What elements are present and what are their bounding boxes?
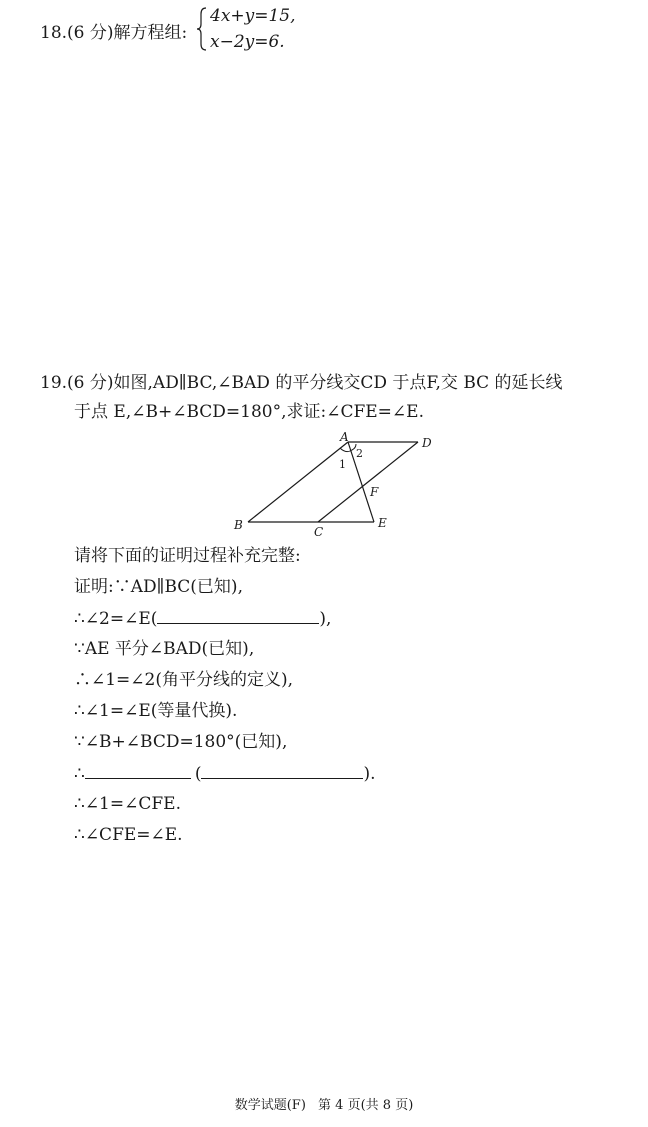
footer-page-number: 第 4 页(共 8 页) — [318, 1098, 414, 1113]
label-F: F — [370, 485, 379, 499]
proof-line-3: ∵AE 平分∠BAD(已知), — [74, 639, 255, 659]
equation-2: x−2y=6. — [210, 32, 285, 52]
label-C: C — [314, 525, 324, 539]
proof-line-9: ∴∠CFE=∠E. — [74, 825, 183, 845]
proof-line-2-start: ∴∠2=∠E( — [74, 609, 158, 629]
angle-arc — [340, 444, 356, 452]
equation-1: 4x+y=15, — [210, 6, 296, 26]
proof-line-2 — [74, 607, 331, 630]
proof-line-2-end: ), — [319, 609, 332, 629]
proof-instruction: 请将下面的证明过程补充完整: — [74, 546, 301, 566]
question-18-stem: 18.(6 分)解方程组: — [40, 23, 188, 43]
proof-line-6: ∵∠B+∠BCD=180°(已知), — [74, 732, 288, 752]
question-19-stem-line-2: 于点 E,∠B+∠BCD=180°,求证:∠CFE=∠E. — [74, 402, 424, 422]
angle-label-2: 2 — [356, 447, 363, 460]
label-B: B — [234, 518, 243, 532]
page-footer — [0, 1094, 648, 1113]
proof-line-1: 证明:∵AD∥BC(已知), — [74, 577, 243, 597]
proof-line-7 — [74, 762, 376, 785]
proof-line-7-prefix: ∴ — [74, 764, 85, 784]
answer-blank-1[interactable] — [157, 607, 319, 624]
equation-brace — [196, 6, 208, 52]
label-D: D — [422, 436, 432, 450]
angle-label-1: 1 — [339, 458, 346, 471]
label-E: E — [378, 516, 387, 530]
proof-line-7-open: ( — [194, 764, 202, 784]
question-19-stem-line-1: 19.(6 分)如图,AD∥BC,∠BAD 的平分线交CD 于点F,交 BC 的延长线 — [40, 373, 563, 393]
footer-subject: 数学试题(F) — [234, 1098, 306, 1113]
proof-line-5: ∴∠1=∠E(等量代换). — [74, 701, 238, 721]
proof-line-7-close: ). — [363, 764, 376, 784]
proof-line-8: ∴∠1=∠CFE. — [74, 794, 181, 814]
geometry-figure — [228, 430, 448, 542]
label-A: A — [340, 430, 349, 444]
answer-blank-2[interactable] — [85, 762, 191, 779]
proof-line-4: ∴∠1=∠2(角平分线的定义), — [74, 670, 294, 690]
answer-blank-3[interactable] — [201, 762, 363, 779]
